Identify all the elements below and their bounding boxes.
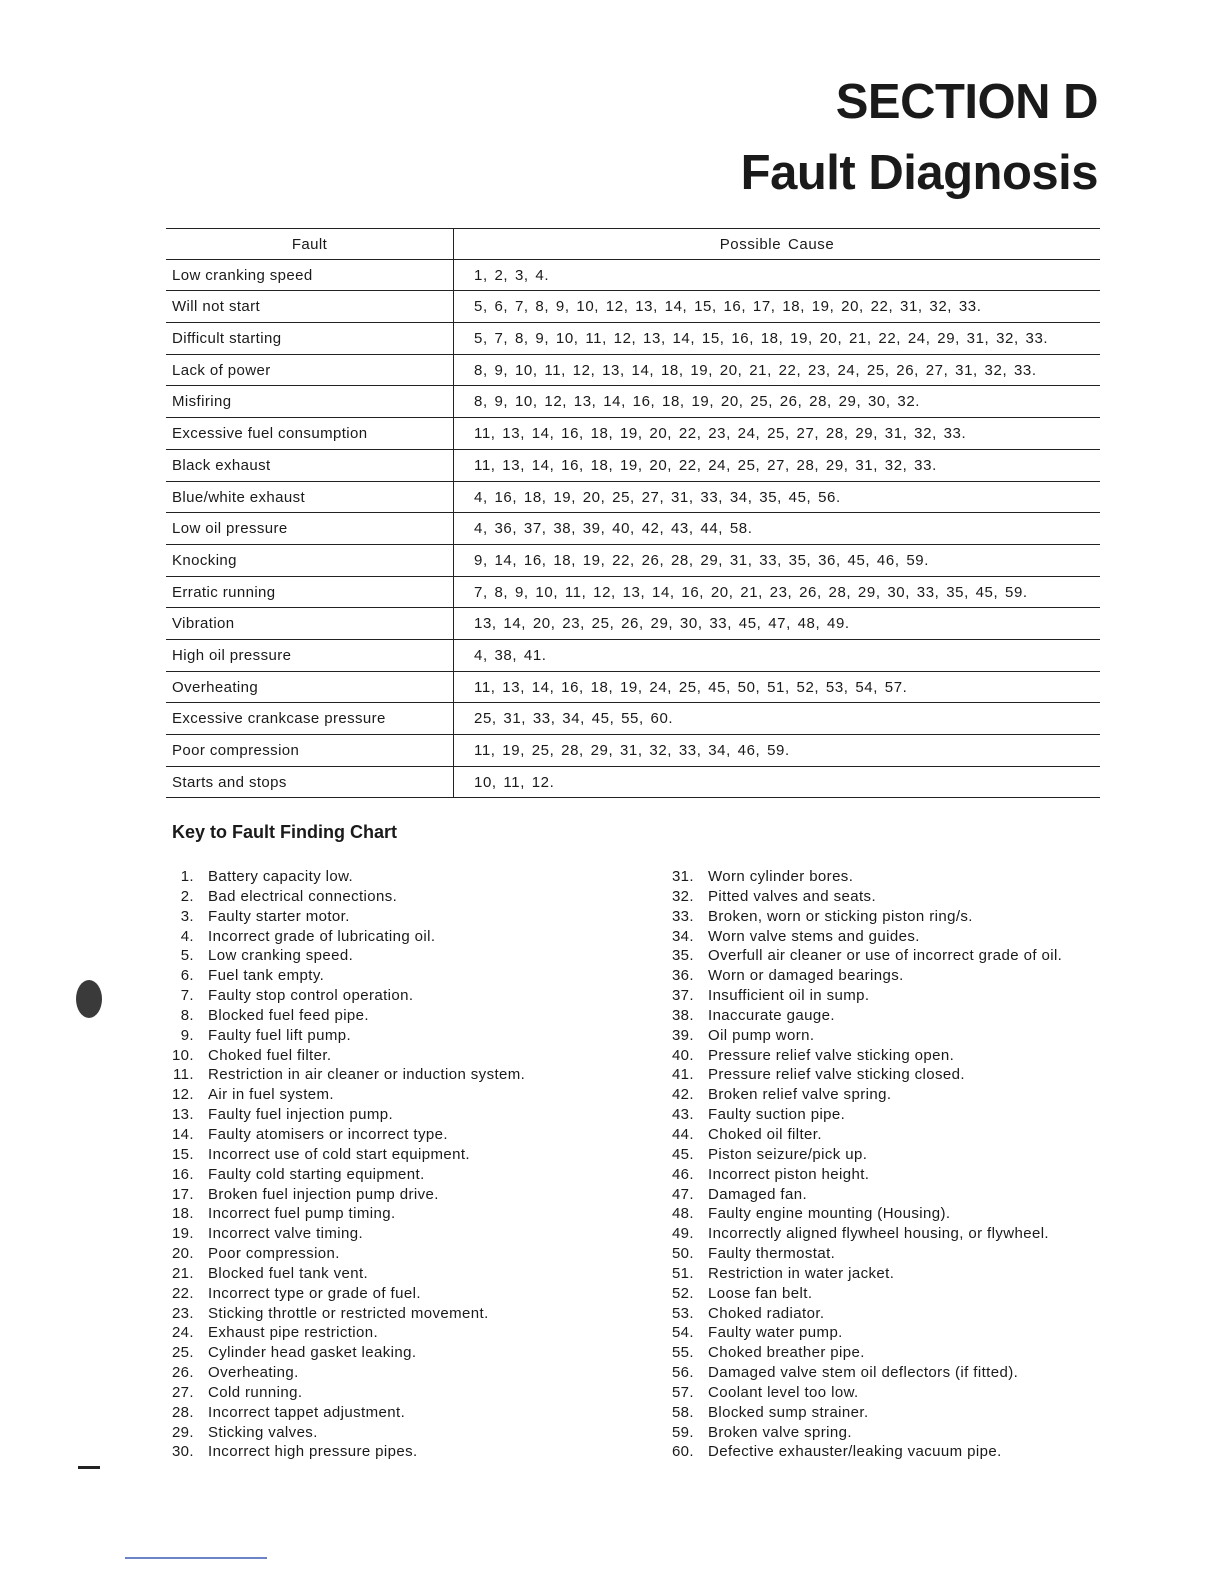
key-item-text: Blocked fuel tank vent. <box>208 1264 369 1282</box>
key-item <box>158 1323 618 1343</box>
key-item <box>158 1264 618 1284</box>
key-item-number: 16. <box>171 1165 194 1183</box>
key-item <box>158 1284 618 1304</box>
key-item-number: 9. <box>180 1026 194 1044</box>
table-row <box>166 577 1100 609</box>
fault-cell: Low cranking speed <box>166 260 454 291</box>
key-item-text: Choked fuel filter. <box>208 1046 332 1064</box>
key-item <box>158 1224 618 1244</box>
cause-cell: 7, 8, 9, 10, 11, 12, 13, 14, 16, 20, 21, 23, 26, 28, 29, 30, 33, 35, 45, 59. <box>474 583 1028 601</box>
fault-cell: Erratic running <box>166 577 454 608</box>
key-item <box>158 1304 618 1324</box>
key-item-text: Exhaust pipe restriction. <box>208 1324 379 1342</box>
key-item-number: 33. <box>671 907 694 925</box>
key-item-text: Sticking throttle or restricted movement. <box>208 1304 489 1322</box>
key-item-text: Restriction in air cleaner or induction system. <box>208 1066 526 1084</box>
cause-cell: 10, 11, 12. <box>474 773 555 791</box>
table-row <box>166 735 1100 767</box>
key-item <box>658 1185 1104 1205</box>
fault-cell: Poor compression <box>166 735 454 766</box>
key-item <box>658 1343 1104 1363</box>
key-item-number: 47. <box>671 1185 694 1203</box>
key-item <box>658 1145 1104 1165</box>
fault-cell: Excessive crankcase pressure <box>166 703 454 734</box>
key-item-number: 56. <box>671 1364 694 1382</box>
margin-mark <box>78 1466 100 1469</box>
key-item-number: 42. <box>671 1086 694 1104</box>
key-item <box>158 1006 618 1026</box>
key-item-text: Damaged valve stem oil deflectors (if fitted). <box>708 1364 1019 1382</box>
table-row <box>166 323 1100 355</box>
key-item <box>158 1343 618 1363</box>
key-item-number: 32. <box>671 887 694 905</box>
cause-cell: 13, 14, 20, 23, 25, 26, 29, 30, 33, 45, 47, 48, 49. <box>474 615 850 633</box>
key-item-text: Incorrect valve timing. <box>208 1225 364 1243</box>
key-item-text: Bad electrical connections. <box>208 887 398 905</box>
key-item-number: 44. <box>671 1125 694 1143</box>
key-item-text: Worn or damaged bearings. <box>708 967 904 985</box>
table-row <box>166 418 1100 450</box>
key-item-text: Faulty stop control operation. <box>208 987 414 1005</box>
table-body <box>166 260 1100 799</box>
key-item-number: 19. <box>171 1225 194 1243</box>
key-item-number: 10. <box>171 1046 194 1064</box>
key-item-text: Faulty cold starting equipment. <box>208 1165 425 1183</box>
key-item-number: 24. <box>171 1324 194 1342</box>
key-item-number: 2. <box>180 887 194 905</box>
key-item-text: Air in fuel system. <box>208 1086 334 1104</box>
table-row <box>166 640 1100 672</box>
fault-cell: Blue/white exhaust <box>166 482 454 513</box>
key-item <box>658 1085 1104 1105</box>
key-item <box>658 1304 1104 1324</box>
key-item-text: Faulty water pump. <box>708 1324 843 1342</box>
key-item-text: Coolant level too low. <box>708 1383 859 1401</box>
key-item <box>658 1323 1104 1343</box>
key-item-text: Faulty starter motor. <box>208 907 350 925</box>
key-item <box>658 1065 1104 1085</box>
key-item-number: 23. <box>171 1304 194 1322</box>
key-item-number: 34. <box>671 927 694 945</box>
table-row <box>166 450 1100 482</box>
fault-cell: Excessive fuel consumption <box>166 418 454 449</box>
key-item-text: Oil pump worn. <box>708 1026 815 1044</box>
cause-cell: 8, 9, 10, 12, 13, 14, 16, 18, 19, 20, 25, 26, 28, 29, 30, 32. <box>474 393 921 411</box>
key-item <box>658 1423 1104 1443</box>
key-item-number: 60. <box>671 1443 694 1461</box>
cause-cell: 4, 38, 41. <box>474 646 547 664</box>
key-item <box>158 1185 618 1205</box>
key-list-right <box>658 867 1104 1462</box>
table-row <box>166 482 1100 514</box>
key-item <box>158 986 618 1006</box>
key-item <box>158 1085 618 1105</box>
key-item-number: 20. <box>171 1245 194 1263</box>
key-item <box>658 1204 1104 1224</box>
key-item <box>158 887 618 907</box>
key-item-text: Cold running. <box>208 1383 303 1401</box>
key-item-text: Defective exhauster/leaking vacuum pipe. <box>708 1443 1002 1461</box>
table-row <box>166 291 1100 323</box>
key-item <box>658 1442 1104 1462</box>
key-item-number: 57. <box>671 1383 694 1401</box>
key-item <box>658 1006 1104 1026</box>
fault-cell: Misfiring <box>166 386 454 417</box>
key-item <box>158 1165 618 1185</box>
key-item-text: Pitted valves and seats. <box>708 887 877 905</box>
key-item-text: Incorrect fuel pump timing. <box>208 1205 396 1223</box>
key-item-text: Broken relief valve spring. <box>708 1086 892 1104</box>
key-item <box>658 1165 1104 1185</box>
key-item-number: 59. <box>671 1423 694 1441</box>
key-item <box>658 867 1104 887</box>
key-item-number: 28. <box>171 1403 194 1421</box>
key-item-text: Incorrect high pressure pipes. <box>208 1443 418 1461</box>
key-item-number: 39. <box>671 1026 694 1044</box>
key-item <box>658 887 1104 907</box>
fault-cell: Overheating <box>166 672 454 703</box>
table-row <box>166 386 1100 418</box>
key-item-text: Faulty suction pipe. <box>708 1106 846 1124</box>
fault-cell: Black exhaust <box>166 450 454 481</box>
fault-cell: Knocking <box>166 545 454 576</box>
key-item <box>658 1046 1104 1066</box>
key-item-number: 36. <box>671 967 694 985</box>
key-item-text: Faulty engine mounting (Housing). <box>708 1205 951 1223</box>
key-item-number: 55. <box>671 1344 694 1362</box>
key-item-text: Faulty atomisers or incorrect type. <box>208 1125 448 1143</box>
key-item <box>158 1363 618 1383</box>
section-label: SECTION D <box>835 75 1098 129</box>
fault-cell: Lack of power <box>166 355 454 386</box>
key-item <box>658 986 1104 1006</box>
key-item-text: Pressure relief valve sticking open. <box>708 1046 955 1064</box>
key-item-number: 35. <box>671 947 694 965</box>
cause-cell: 11, 13, 14, 16, 18, 19, 24, 25, 45, 50, 51, 52, 53, 54, 57. <box>474 678 908 696</box>
key-item <box>658 1244 1104 1264</box>
key-item-text: Blocked sump strainer. <box>708 1403 869 1421</box>
key-item-text: Poor compression. <box>208 1245 340 1263</box>
key-item-text: Insufficient oil in sump. <box>708 987 870 1005</box>
key-item-text: Choked breather pipe. <box>708 1344 865 1362</box>
key-item-number: 4. <box>180 927 194 945</box>
cause-cell: 5, 6, 7, 8, 9, 10, 12, 13, 14, 15, 16, 17, 18, 19, 20, 22, 31, 32, 33. <box>474 298 982 316</box>
key-item-number: 8. <box>180 1006 194 1024</box>
key-item-number: 40. <box>671 1046 694 1064</box>
key-item <box>158 867 618 887</box>
key-item <box>658 1026 1104 1046</box>
key-item-number: 15. <box>171 1145 194 1163</box>
cause-cell: 1, 2, 3, 4. <box>474 266 550 284</box>
key-item-number: 46. <box>671 1165 694 1183</box>
key-heading: Key to Fault Finding Chart <box>172 822 397 842</box>
key-item <box>158 1046 618 1066</box>
key-item-number: 38. <box>671 1006 694 1024</box>
key-item-number: 18. <box>171 1205 194 1223</box>
page-title: Fault Diagnosis <box>740 146 1098 200</box>
key-item-number: 13. <box>171 1106 194 1124</box>
fault-cell: Vibration <box>166 608 454 639</box>
table-row <box>166 608 1100 640</box>
key-item-number: 21. <box>171 1264 194 1282</box>
key-item-text: Incorrect type or grade of fuel. <box>208 1284 421 1302</box>
key-item-number: 17. <box>171 1185 194 1203</box>
key-item-text: Broken valve spring. <box>708 1423 852 1441</box>
fault-cell: Low oil pressure <box>166 513 454 544</box>
key-item-text: Piston seizure/pick up. <box>708 1145 868 1163</box>
key-item-text: Damaged fan. <box>708 1185 808 1203</box>
key-item <box>658 1383 1104 1403</box>
key-item-text: Incorrect grade of lubricating oil. <box>208 927 436 945</box>
cause-cell: 4, 16, 18, 19, 20, 25, 27, 31, 33, 34, 35, 45, 56. <box>474 488 841 506</box>
key-item <box>158 1403 618 1423</box>
key-item <box>158 966 618 986</box>
key-item-text: Choked radiator. <box>708 1304 825 1322</box>
key-item-number: 31. <box>671 868 694 885</box>
page-header <box>740 75 1098 200</box>
key-item <box>158 946 618 966</box>
key-item <box>658 1125 1104 1145</box>
key-item <box>158 907 618 927</box>
key-item-number: 3. <box>180 907 194 925</box>
key-item <box>158 1442 618 1462</box>
fault-cell: Starts and stops <box>166 767 454 798</box>
key-item-number: 5. <box>180 947 194 965</box>
key-item <box>658 966 1104 986</box>
key-item-number: 6. <box>180 967 194 985</box>
key-item-number: 49. <box>671 1225 694 1243</box>
key-item-text: Faulty fuel lift pump. <box>208 1026 352 1044</box>
key-item <box>658 1105 1104 1125</box>
key-item <box>658 907 1104 927</box>
key-item-number: 11. <box>173 1066 194 1084</box>
key-item <box>158 1145 618 1165</box>
key-item-text: Incorrect piston height. <box>708 1165 870 1183</box>
key-item-text: Worn valve stems and guides. <box>708 927 920 945</box>
fault-cell: High oil pressure <box>166 640 454 671</box>
key-item-number: 48. <box>671 1205 694 1223</box>
key-item-text: Fuel tank empty. <box>208 967 325 985</box>
key-item-number: 37. <box>671 987 694 1005</box>
key-item-number: 45. <box>671 1145 694 1163</box>
key-item <box>158 1026 618 1046</box>
key-item <box>658 927 1104 947</box>
key-item-text: Faulty thermostat. <box>708 1245 836 1263</box>
key-item-number: 51. <box>671 1264 694 1282</box>
key-item-number: 53. <box>671 1304 694 1322</box>
key-item <box>658 1403 1104 1423</box>
key-item-number: 54. <box>671 1324 694 1342</box>
footer-rule <box>125 1557 267 1559</box>
key-item-text: Pressure relief valve sticking closed. <box>708 1066 965 1084</box>
key-item-text: Low cranking speed. <box>208 947 354 965</box>
key-item-text: Broken, worn or sticking piston ring/s. <box>708 907 973 925</box>
key-item-text: Faulty fuel injection pump. <box>208 1106 394 1124</box>
key-item-number: 52. <box>671 1284 694 1302</box>
cause-cell: 11, 13, 14, 16, 18, 19, 20, 22, 24, 25, 27, 28, 29, 31, 32, 33. <box>474 456 937 474</box>
key-item-number: 12. <box>171 1086 194 1104</box>
key-item-number: 43. <box>671 1106 694 1124</box>
key-item-text: Incorrect use of cold start equipment. <box>208 1145 470 1163</box>
table-row <box>166 260 1100 292</box>
key-item-number: 7. <box>180 987 194 1005</box>
key-item-text: Broken fuel injection pump drive. <box>208 1185 439 1203</box>
key-item <box>658 1224 1104 1244</box>
table-row <box>166 767 1100 799</box>
key-item-text: Incorrectly aligned flywheel housing, or flywheel. <box>708 1225 1049 1243</box>
key-list-left <box>158 867 618 1462</box>
column-header-fault: Fault <box>166 229 454 259</box>
table-header-row <box>166 228 1100 260</box>
key-item <box>158 927 618 947</box>
cause-cell: 9, 14, 16, 18, 19, 22, 26, 28, 29, 31, 33, 35, 36, 45, 46, 59. <box>474 551 930 569</box>
key-item <box>158 1105 618 1125</box>
key-item-number: 1. <box>180 868 194 885</box>
key-item-text: Inaccurate gauge. <box>708 1006 835 1024</box>
key-item-number: 27. <box>171 1383 194 1401</box>
key-item-number: 58. <box>671 1403 694 1421</box>
key-item <box>158 1383 618 1403</box>
key-item-text: Worn cylinder bores. <box>708 868 854 885</box>
key-item-text: Battery capacity low. <box>208 868 354 885</box>
key-item <box>658 1284 1104 1304</box>
key-item <box>158 1244 618 1264</box>
table-row <box>166 355 1100 387</box>
key-item <box>158 1204 618 1224</box>
key-item-number: 25. <box>171 1344 194 1362</box>
table-row <box>166 672 1100 704</box>
table-row <box>166 513 1100 545</box>
key-item-text: Loose fan belt. <box>708 1284 813 1302</box>
key-item-text: Incorrect tappet adjustment. <box>208 1403 406 1421</box>
punch-hole-mark <box>76 980 102 1018</box>
key-item-number: 26. <box>171 1364 194 1382</box>
key-item <box>658 1363 1104 1383</box>
cause-cell: 11, 13, 14, 16, 18, 19, 20, 22, 23, 24, 25, 27, 28, 29, 31, 32, 33. <box>474 425 967 443</box>
key-item-number: 50. <box>671 1245 694 1263</box>
key-item <box>158 1125 618 1145</box>
cause-cell: 4, 36, 37, 38, 39, 40, 42, 43, 44, 58. <box>474 520 753 538</box>
key-item <box>658 946 1104 966</box>
key-item-number: 14. <box>171 1125 194 1143</box>
cause-cell: 8, 9, 10, 11, 12, 13, 14, 18, 19, 20, 21, 22, 23, 24, 25, 26, 27, 31, 32, 33. <box>474 361 1037 379</box>
key-item-number: 41. <box>671 1066 694 1084</box>
fault-cell: Difficult starting <box>166 323 454 354</box>
cause-cell: 5, 7, 8, 9, 10, 11, 12, 13, 14, 15, 16, 18, 19, 20, 21, 22, 24, 29, 31, 32, 33. <box>474 330 1049 348</box>
key-item-text: Blocked fuel feed pipe. <box>208 1006 369 1024</box>
key-item-text: Restriction in water jacket. <box>708 1264 895 1282</box>
key-item-number: 30. <box>171 1443 194 1461</box>
cause-cell: 11, 19, 25, 28, 29, 31, 32, 33, 34, 46, 59. <box>474 742 790 759</box>
key-item-number: 29. <box>171 1423 194 1441</box>
fault-cell: Will not start <box>166 291 454 322</box>
table-row <box>166 703 1100 735</box>
key-item-text: Overheating. <box>208 1364 299 1382</box>
key-item-text: Cylinder head gasket leaking. <box>208 1344 417 1362</box>
fault-table <box>166 228 1100 798</box>
key-item <box>658 1264 1104 1284</box>
key-item-number: 22. <box>171 1284 194 1302</box>
key-item-text: Overfull air cleaner or use of incorrect grade of oil. <box>708 947 1063 965</box>
key-item-text: Sticking valves. <box>208 1423 318 1441</box>
table-row <box>166 545 1100 577</box>
cause-cell: 25, 31, 33, 34, 45, 55, 60. <box>474 710 674 728</box>
column-header-cause: Possible Cause <box>719 236 835 253</box>
key-item <box>158 1065 618 1085</box>
key-item <box>158 1423 618 1443</box>
key-item-text: Choked oil filter. <box>708 1125 822 1143</box>
